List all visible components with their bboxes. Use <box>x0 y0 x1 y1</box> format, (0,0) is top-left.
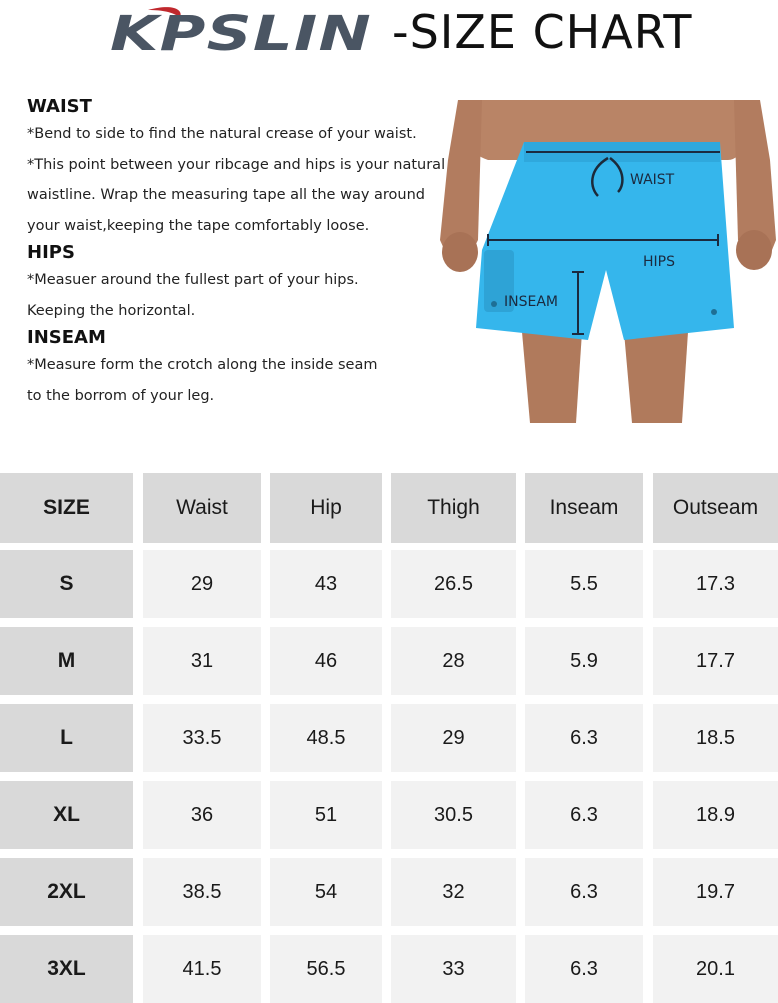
hip-value-cell: 46 <box>270 627 382 695</box>
waist-value-cell: 41.5 <box>143 935 261 1003</box>
outseam-value-cell: 20.1 <box>653 935 778 1003</box>
size-header: SIZE <box>0 473 133 543</box>
section-title: WAIST <box>27 96 92 117</box>
size-label-cell: S <box>0 550 133 618</box>
waist-value-cell: 38.5 <box>143 858 261 926</box>
size-label-cell: M <box>0 627 133 695</box>
waist-value-cell: 31 <box>143 627 261 695</box>
thigh-header: Thigh <box>391 473 516 543</box>
instruction-line: *Measure form the crotch along the inside seam <box>27 357 378 373</box>
instruction-line: your waist,keeping the tape comfortably loose. <box>27 217 370 234</box>
size-label-cell: 3XL <box>0 935 133 1003</box>
hip-value-cell: 56.5 <box>270 935 382 1003</box>
waist-value-cell: 29 <box>143 550 261 618</box>
hip-value-cell: 48.5 <box>270 704 382 772</box>
size-label-cell: 2XL <box>0 858 133 926</box>
right-hand <box>736 230 772 270</box>
outseam-value-cell: 19.7 <box>653 858 778 926</box>
instruction-line: *Bend to side to find the natural crease of your waist. <box>27 126 417 142</box>
inseam-value-cell: 6.3 <box>525 858 643 926</box>
page-title: -SIZE CHART <box>392 5 693 59</box>
header <box>0 0 778 70</box>
shorts-measurement-diagram <box>438 100 778 423</box>
inseam-value-cell: 5.5 <box>525 550 643 618</box>
inseam-value-cell: 6.3 <box>525 704 643 772</box>
hip-value-cell: 54 <box>270 858 382 926</box>
instruction-line: *This point between your ribcage and hips is your natural <box>27 156 446 173</box>
thigh-value-cell: 26.5 <box>391 550 516 618</box>
inseam-value-cell: 5.9 <box>525 627 643 695</box>
section-title: INSEAM <box>27 327 106 348</box>
outseam-value-cell: 17.7 <box>653 627 778 695</box>
right-leg <box>624 332 688 423</box>
hip-value-cell: 51 <box>270 781 382 849</box>
thigh-value-cell: 33 <box>391 935 516 1003</box>
left-hand <box>442 232 478 272</box>
thigh-value-cell: 29 <box>391 704 516 772</box>
thigh-value-cell: 32 <box>391 858 516 926</box>
hip-value-cell: 43 <box>270 550 382 618</box>
outseam-value-cell: 18.5 <box>653 704 778 772</box>
waist-value-cell: 33.5 <box>143 704 261 772</box>
instruction-line: to the borrom of your leg. <box>27 387 215 404</box>
measurement-instructions <box>27 95 447 411</box>
waist-value-cell: 36 <box>143 781 261 849</box>
outseam-value-cell: 18.9 <box>653 781 778 849</box>
size-label-cell: L <box>0 704 133 772</box>
hips-label: HIPS <box>643 254 675 270</box>
waist-header: Waist <box>143 473 261 543</box>
instruction-line: Keeping the horizontal. <box>27 302 196 319</box>
outseam-value-cell: 17.3 <box>653 550 778 618</box>
thigh-value-cell: 28 <box>391 627 516 695</box>
hip-header: Hip <box>270 473 382 543</box>
inseam-value-cell: 6.3 <box>525 935 643 1003</box>
hips-section <box>27 241 447 326</box>
inseam-section <box>27 326 447 411</box>
thigh-value-cell: 30.5 <box>391 781 516 849</box>
left-leg <box>522 332 582 423</box>
brand-logo <box>110 4 380 60</box>
waist-label: WAIST <box>630 172 675 188</box>
pocket-button <box>491 301 497 307</box>
outseam-header: Outseam <box>653 473 778 543</box>
size-label-cell: XL <box>0 781 133 849</box>
inseam-label: INSEAM <box>504 294 558 310</box>
pocket-button <box>711 309 717 315</box>
instruction-line: waistline. Wrap the measuring tape all the way around <box>27 187 425 203</box>
inseam-header: Inseam <box>525 473 643 543</box>
svg-text:KPSLIN: KPSLIN <box>110 6 372 60</box>
inseam-value-cell: 6.3 <box>525 781 643 849</box>
instruction-line: *Measuer around the fullest part of your hips. <box>27 272 359 288</box>
waist-section <box>27 95 447 241</box>
section-title: HIPS <box>27 242 75 263</box>
